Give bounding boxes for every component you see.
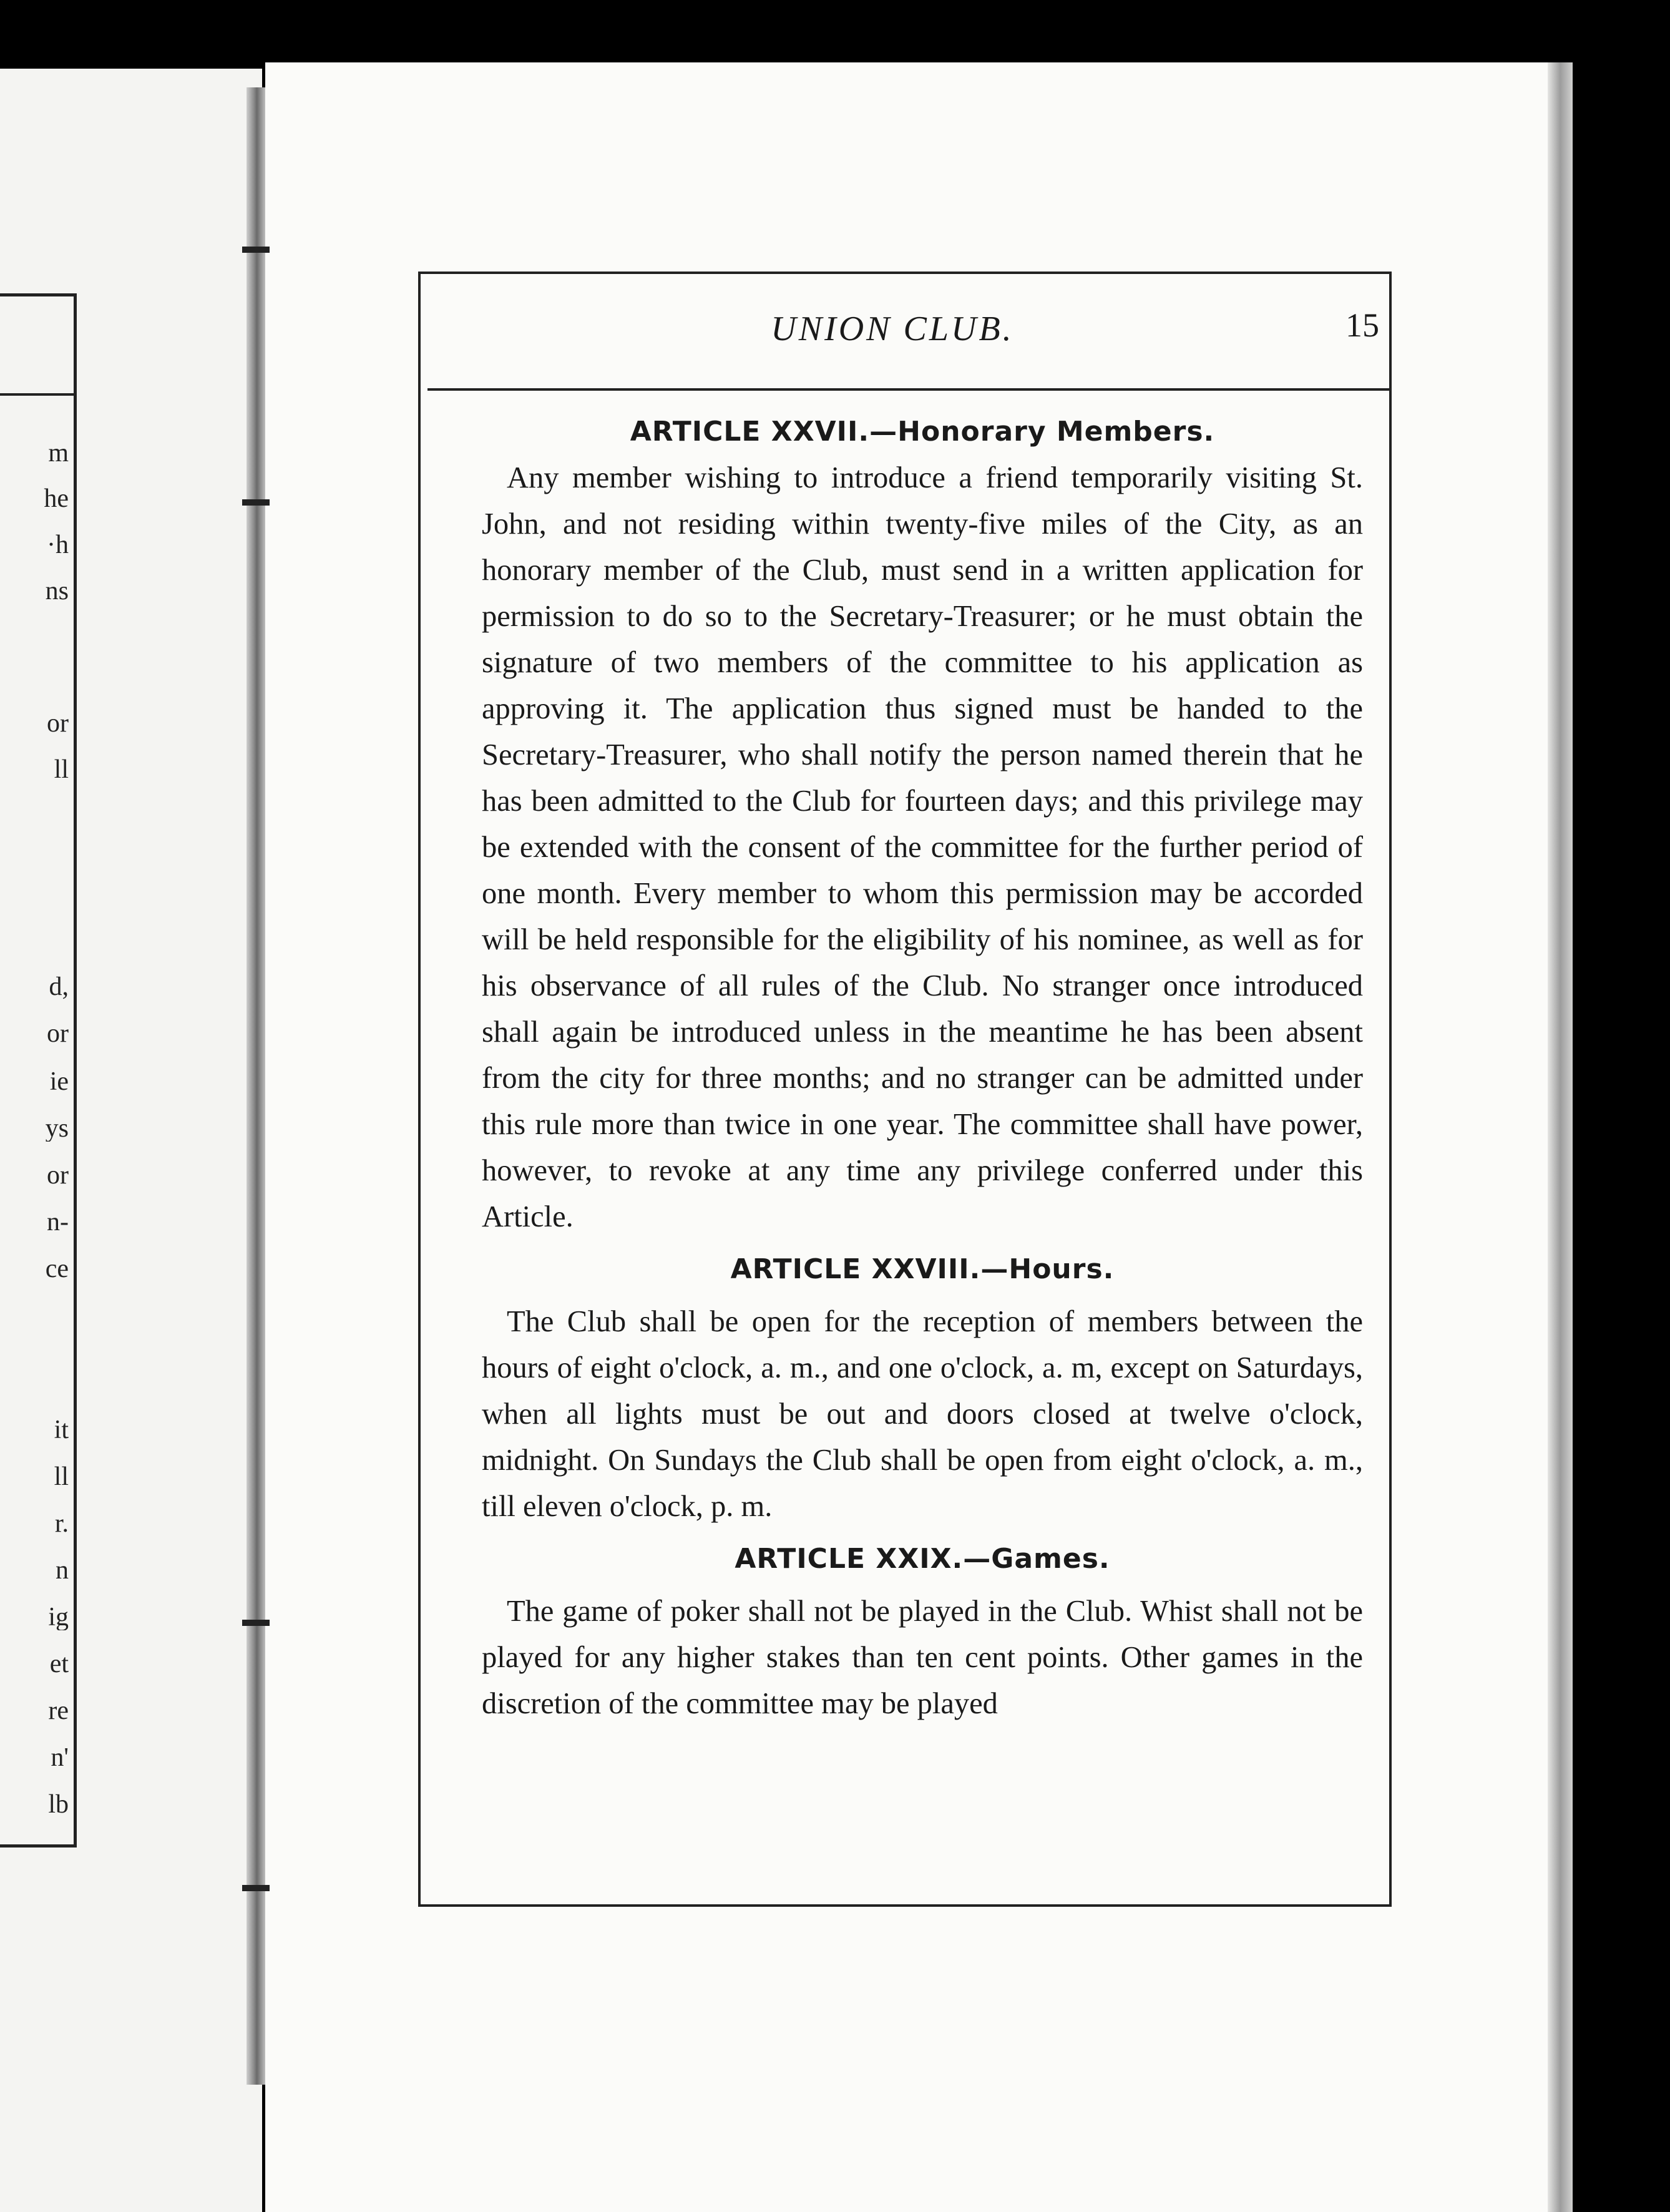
fragment: r.: [54, 1510, 69, 1537]
page-edge: [1548, 62, 1573, 2212]
article-heading: ARTICLE XXIX.—Games.: [735, 1543, 1110, 1575]
fragment: re: [48, 1698, 69, 1724]
header-rule: [427, 388, 1392, 391]
book-gutter: [247, 87, 265, 2085]
article-text: The Club shall be open for the reception of members between the hours of eight o'clock, a. m., and one o'clock, a. m, except on Saturdays, when all lights must be out and doors closed at twelve o'clock, midnight. On Sundays the Club shall be open from eight o'clock, a. m., till eleven o'clock, p. m.: [482, 1305, 1363, 1523]
fragment: n: [56, 1557, 69, 1583]
fragment: et: [49, 1651, 69, 1677]
fragment: ll: [54, 756, 69, 783]
fragment: d,: [49, 974, 69, 1000]
article-text: Any member wishing to introduce a friend temporarily visiting St. John, and not residing within twenty-five miles of the City, as an honorary member of the Club, must send in a written application for permission to do so to the Secretary-Treasurer; or he must obtain the signature of two members of the committee to his application as approving it. The application thus signed must be handed to the Secretary-Treasurer, who shall notify the person named therein that he has been admitted to the Club for fourteen days; and this privilege may be extended with the consent of the committee for the further period of one month. Every member to whom this permission may be accorded will be held responsible for the eligibility of his nominee, as well as for his observance of all rules of the Club. No stranger once introduced shall again be introduced unless in the meantime he has been absent from the city for three months; and no stranger can be admitted under this rule more than twice in one year. The committee shall have power, however, to revoke at any time any privilege conferred under this Article.: [482, 461, 1363, 1233]
binding-stitch: [242, 247, 270, 253]
fragment: ·h: [47, 532, 69, 558]
article-text: The game of poker shall not be played in the Club. Whist shall not be played for any higher stakes than ten cent points. Other games in the discretion of the committee may be played: [482, 1595, 1363, 1720]
page-number: 15: [1345, 306, 1379, 344]
fragment: ie: [49, 1069, 69, 1095]
page-body: [482, 409, 1363, 1727]
fragment: n-: [47, 1209, 69, 1235]
fragment: ig: [48, 1604, 69, 1630]
fragment: ys: [45, 1115, 69, 1142]
binding-stitch: [242, 1620, 270, 1626]
fragment: n': [51, 1745, 69, 1771]
fragment: or: [47, 710, 69, 737]
binding-stitch: [242, 499, 270, 506]
running-head: UNION CLUB.: [771, 310, 1014, 348]
fragment: or: [47, 1020, 69, 1047]
fragment: ll: [54, 1464, 69, 1490]
binding-stitch: [242, 1885, 270, 1891]
fragment: ns: [45, 578, 69, 604]
fragment: lb: [48, 1791, 69, 1818]
fragment: he: [44, 486, 69, 512]
article-heading: ARTICLE XXVII.—Honorary Members.: [630, 416, 1215, 448]
fragment: or: [47, 1162, 69, 1188]
fragment: m: [48, 440, 69, 466]
fragment: ce: [45, 1256, 69, 1282]
facing-page-rule: [0, 393, 74, 396]
fragment: it: [54, 1417, 69, 1443]
article-heading: ARTICLE XXVIII.—Hours.: [730, 1253, 1115, 1285]
